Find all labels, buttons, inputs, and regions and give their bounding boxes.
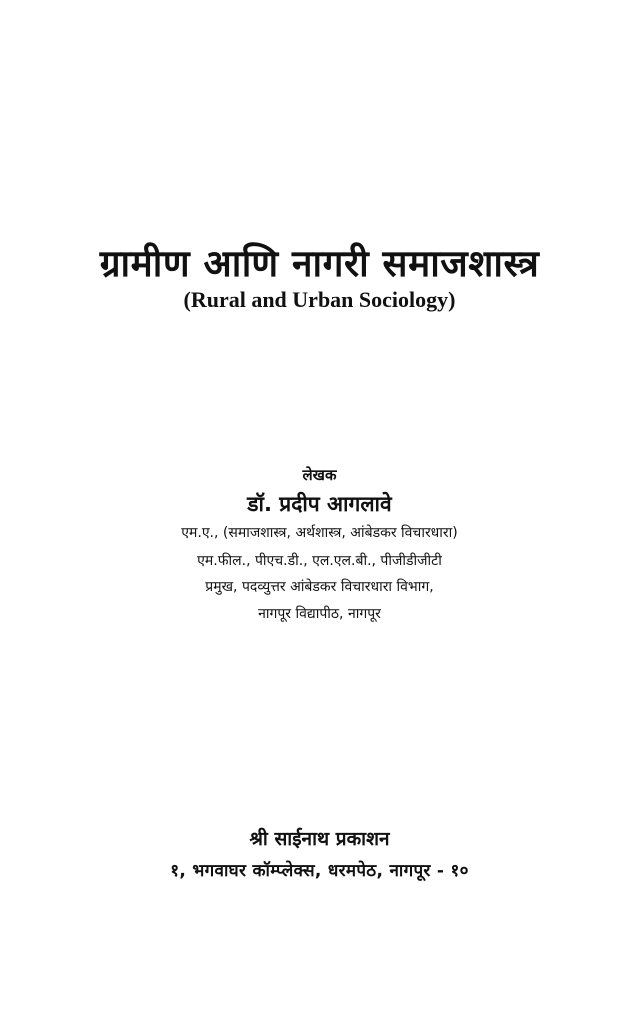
author-credential-qualifications: एम.फील., पीएच.डी., एल.एल.बी., पीजीडीजीटी <box>197 553 442 569</box>
author-name: डॉ. प्रदीप आगलावे <box>247 492 392 516</box>
author-label: लेखक <box>302 466 337 484</box>
author-credential-degrees: एम.ए., (समाजशास्त्र, अर्थशास्त्र, आंबेडकर विचारधारा) <box>181 525 458 541</box>
author-credential-university: नागपूर विद्यापीठ, नागपूर <box>258 606 381 622</box>
book-title-marathi: ग्रामीण आणि नागरी समाजशास्त्र <box>99 242 540 285</box>
author-credential-position: प्रमुख, पदव्युत्तर आंबेडकर विचारधारा विभाग, <box>205 579 434 595</box>
publisher-name: श्री साईनाथ प्रकाशन <box>249 828 390 850</box>
publisher-address: १, भगवाघर कॉम्प्लेक्स, धरमपेठ, नागपूर - १० <box>170 861 469 881</box>
book-title-english: (Rural and Urban Sociology) <box>183 287 456 312</box>
